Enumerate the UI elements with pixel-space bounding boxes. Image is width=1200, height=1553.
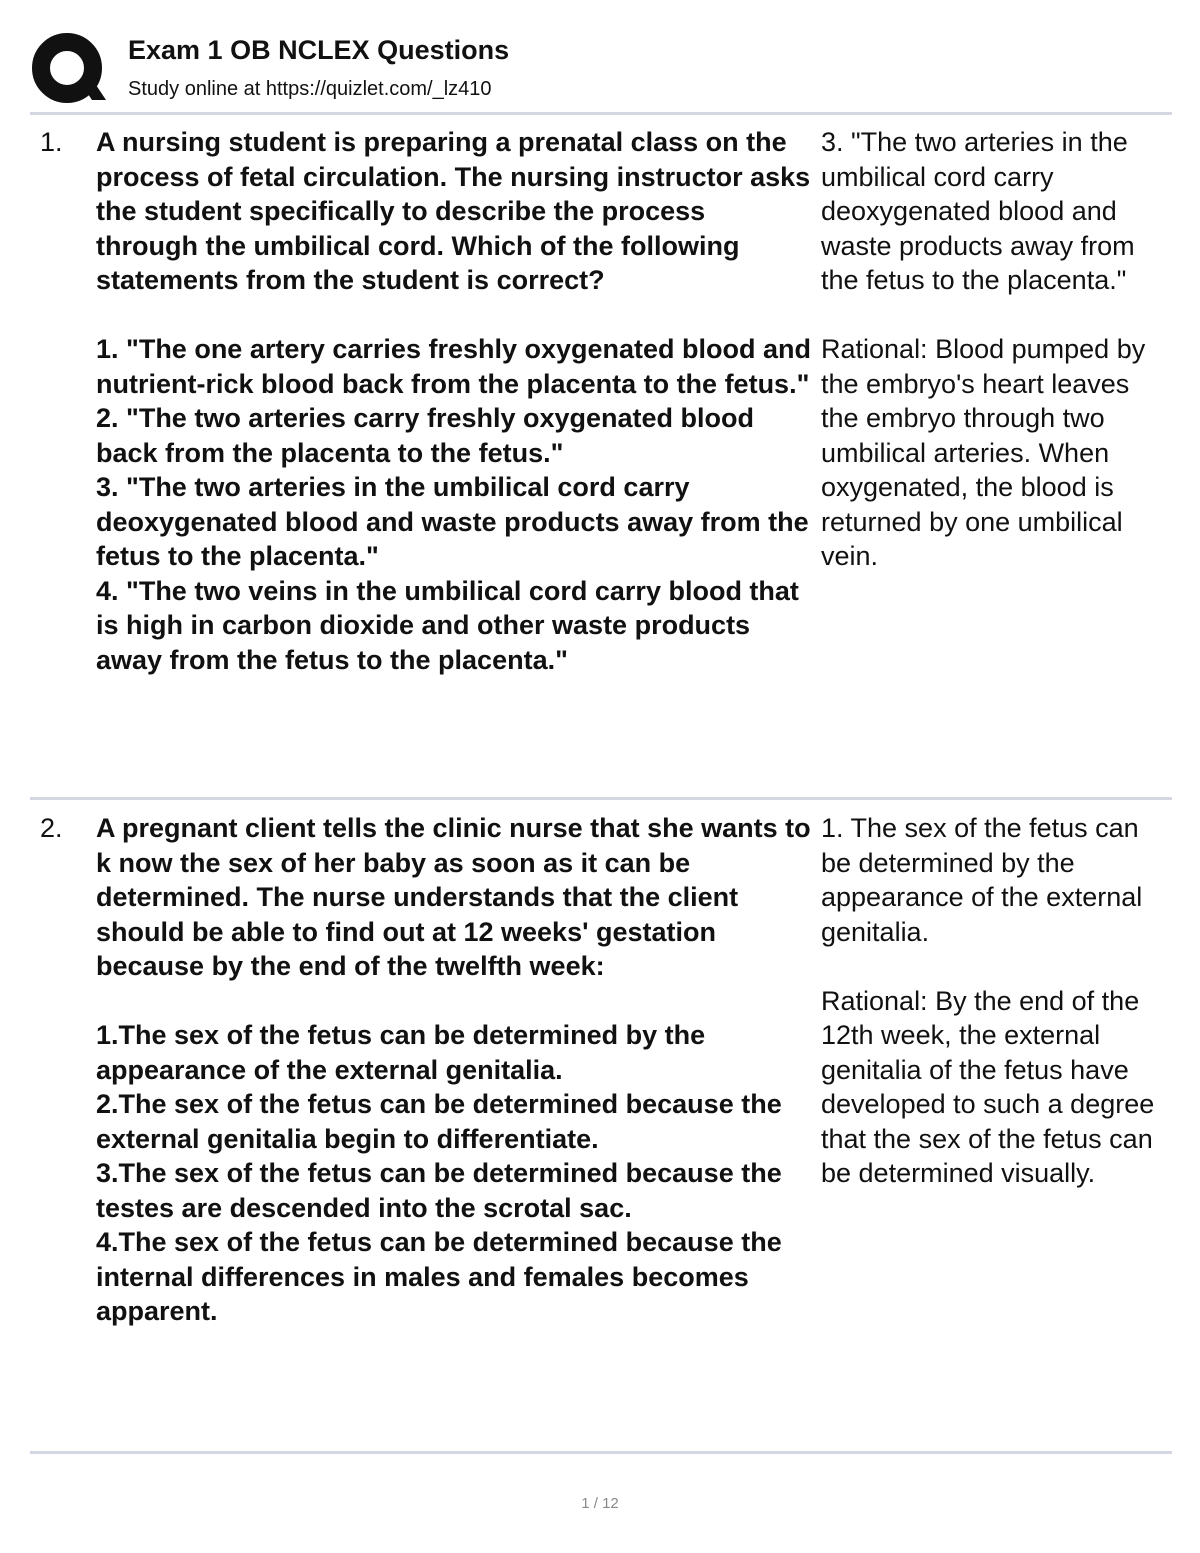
answer-option: 1. "The one artery carries freshly oxygenated blood and nutrient-rick blood back from the placenta to the fetus." <box>96 334 812 399</box>
question-stem: A pregnant client tells the clinic nurse that she wants to k now the sex of her baby as soon as it can be determined. The nurse understands that the client should be able to find out at 12 weeks' gestation because by the end of the twelfth week: <box>96 813 811 981</box>
question-stem: A nursing student is preparing a prenatal class on the process of fetal circulation. The nursing instructor asks the student specifically to describe the process through the umbilical cord. Which of the following statements from the student is correct? <box>96 127 811 295</box>
rationale: Rational: By the end of the 12th week, the external genitalia of the fetus have developed to such a degree that the sex of the fetus can be determined visually. <box>821 985 1155 1188</box>
answer-option: 3.The sex of the fetus can be determined because the testes are descended into the scrotal sac. <box>96 1158 782 1223</box>
question-text <box>96 811 814 1329</box>
question-text <box>96 125 814 677</box>
page-number: 1 / 12 <box>581 1495 619 1512</box>
page-title: Exam 1 OB NCLEX Questions <box>128 35 510 65</box>
quizlet-logo-icon <box>30 30 108 108</box>
answer-option: 2.The sex of the fetus can be determined because the external genitalia begin to differentiate. <box>96 1089 782 1154</box>
answer-option: 3. "The two arteries in the umbilical cord carry deoxygenated blood and waste products away from the fetus to the placenta." <box>96 472 809 571</box>
answer-option: 4.The sex of the fetus can be determined because the internal differences in males and females becomes apparent. <box>96 1227 782 1326</box>
study-online-link[interactable]: Study online at https://quizlet.com/_lz410 <box>128 78 492 100</box>
divider <box>30 1451 1172 1454</box>
question-number: 1. <box>40 127 63 157</box>
answer-text <box>821 125 1166 574</box>
rationale: Rational: Blood pumped by the embryo's heart leaves the embryo through two umbilical arteries. When oxygenated, the blood is returned by one umbilical vein. <box>821 334 1146 571</box>
correct-answer: 1. The sex of the fetus can be determined by the appearance of the external genitalia. <box>821 813 1143 947</box>
divider <box>30 112 1172 115</box>
page-header <box>30 30 1170 110</box>
question-number: 2. <box>40 813 63 843</box>
divider <box>30 797 1172 800</box>
correct-answer: 3. "The two arteries in the umbilical cord carry deoxygenated blood and waste products away from the fetus to the placenta." <box>821 127 1135 295</box>
answer-option: 1.The sex of the fetus can be determined by the appearance of the external genitalia. <box>96 1020 706 1085</box>
answer-text <box>821 811 1166 1191</box>
answer-option: 4. "The two veins in the umbilical cord carry blood that is high in carbon dioxide and other waste products away from the fetus to the placenta." <box>96 575 799 675</box>
answer-option: 2. "The two arteries carry freshly oxygenated blood back from the placenta to the fetus." <box>96 403 755 468</box>
